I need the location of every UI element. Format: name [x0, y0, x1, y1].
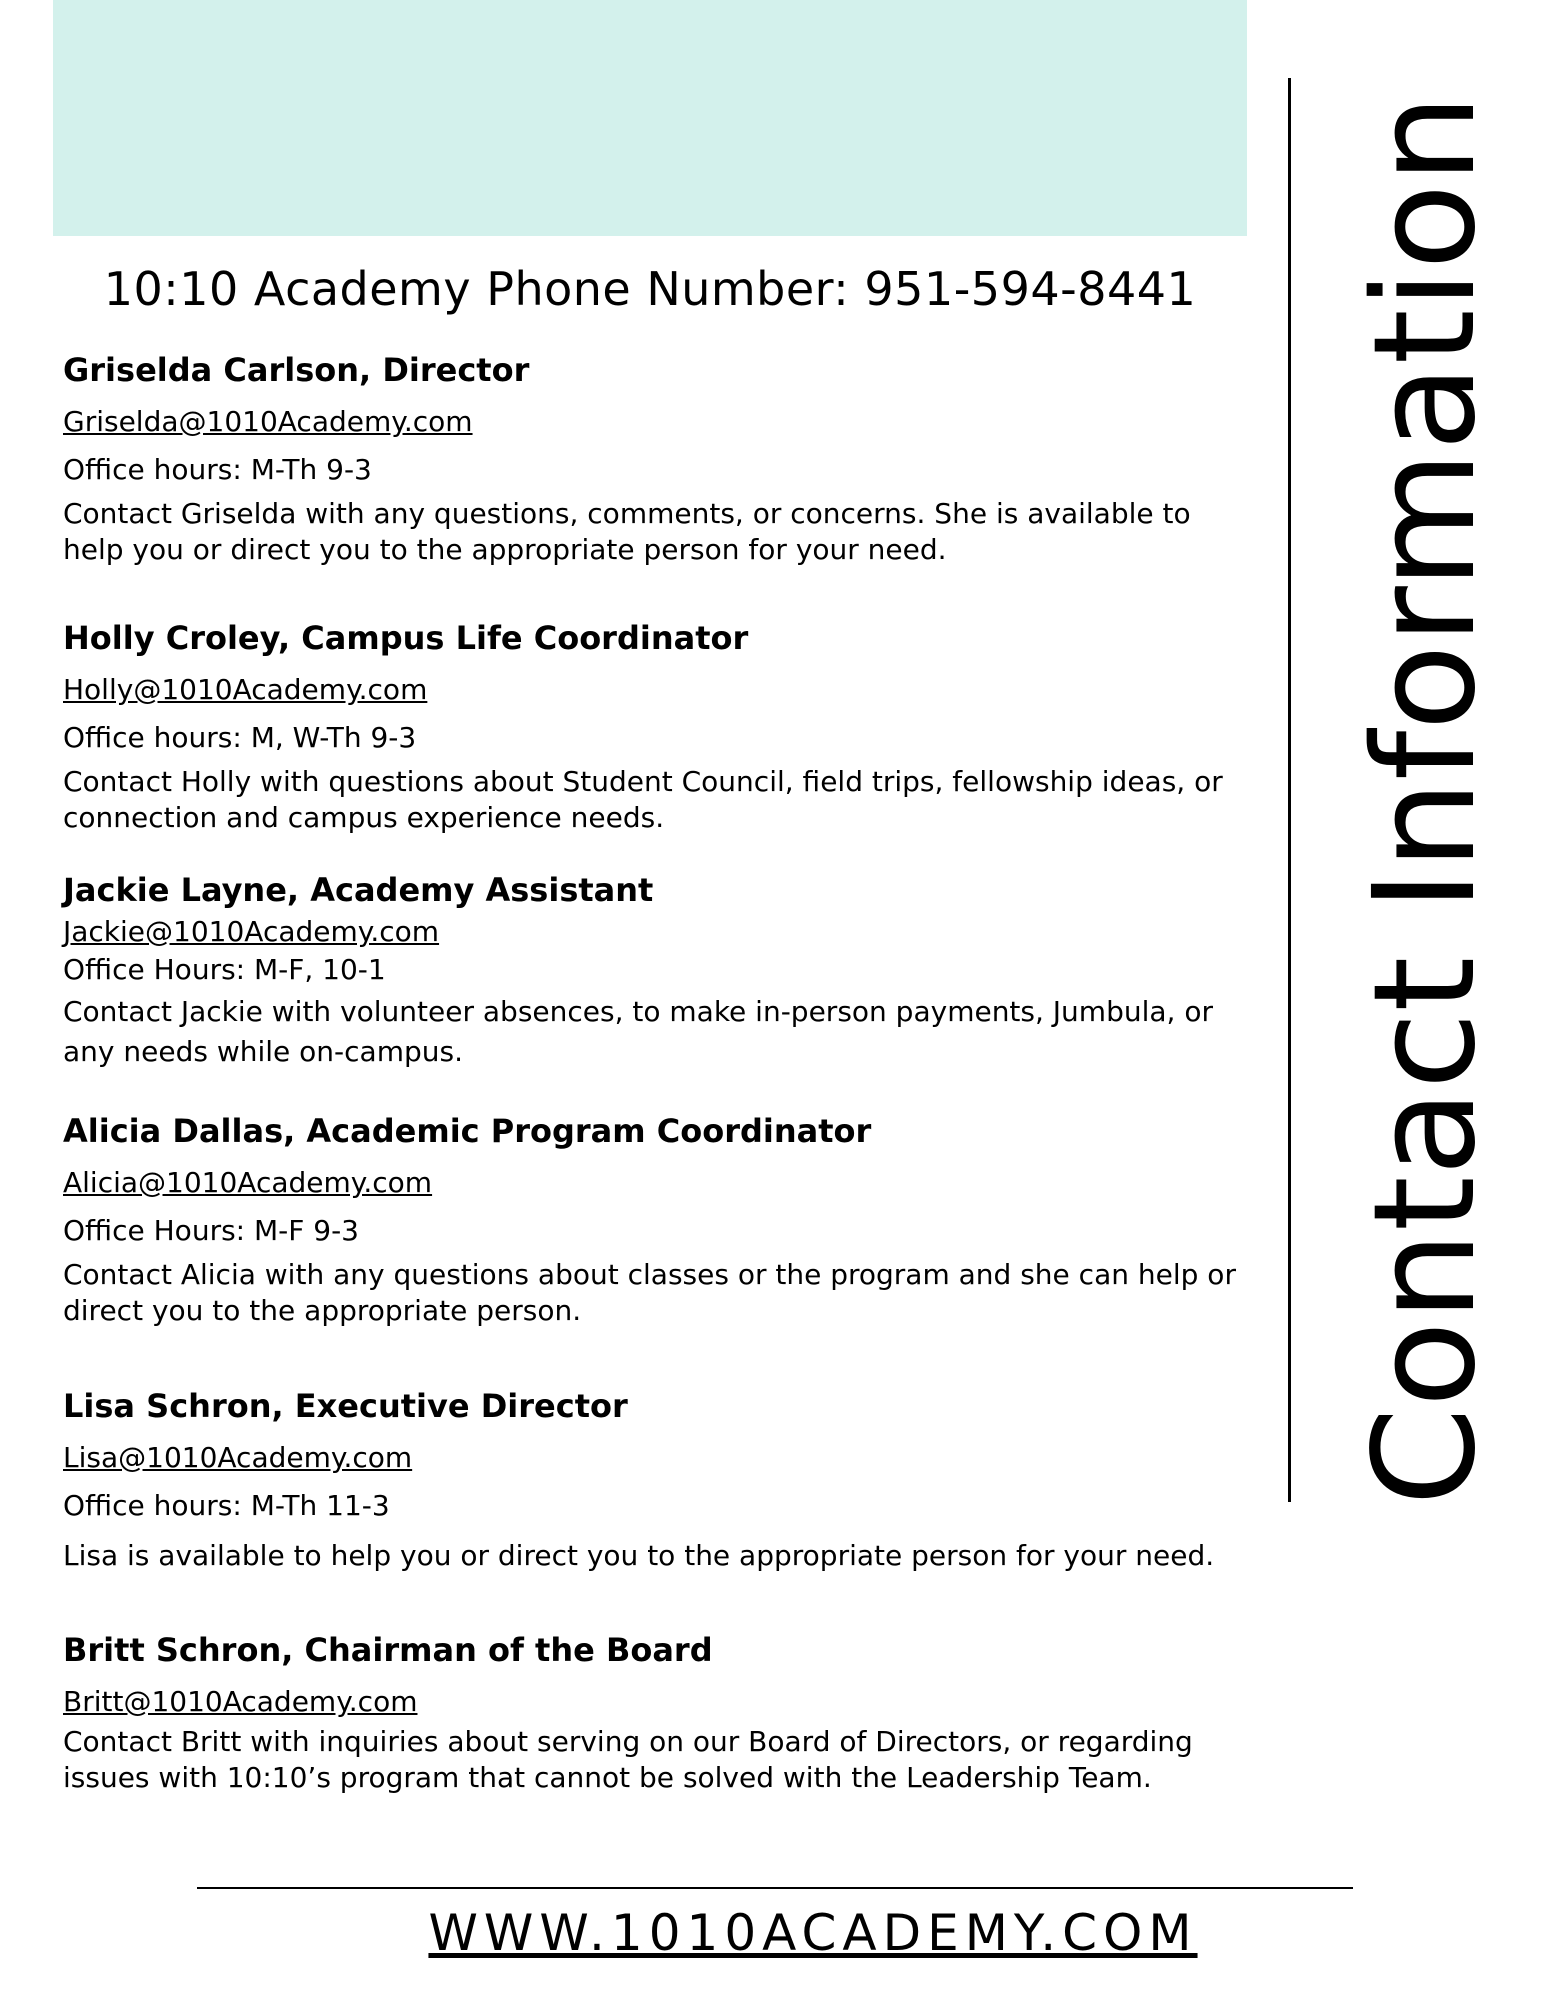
contact-holly: [63, 618, 1253, 836]
contact-email-link[interactable]: Griselda@1010Academy.com: [63, 405, 473, 438]
contact-name: Britt Schron, Chairman of the Board: [63, 1631, 713, 1669]
contact-lisa: [63, 1386, 1253, 1574]
side-title-svg: [1344, 86, 1507, 1506]
header-band: [53, 0, 1247, 236]
contact-description: Contact Britt with inquiries about serving on our Board of Directors, or regarding issues with 10:10’s program that cannot be solved with the Leadership Team.: [63, 1725, 1193, 1794]
contact-description: Contact Jackie with volunteer absences, to make in-person payments, Jumbula, or any needs while on-campus.: [63, 995, 1213, 1068]
contact-office-hours: Office hours: M-Th 11-3: [63, 1489, 390, 1522]
contact-description: Lisa is available to help you or direct you to the appropriate person for your need.: [63, 1539, 1215, 1572]
contact-britt: [63, 1630, 1253, 1796]
contact-office-hours: Office Hours: M-F, 10-1: [63, 953, 386, 986]
academy-phone-line: 10:10 Academy Phone Number: 951-594-8441: [103, 262, 1197, 316]
contact-email-link[interactable]: Alicia@1010Academy.com: [63, 1166, 433, 1199]
contact-office-hours: Office hours: M-Th 9-3: [63, 453, 372, 486]
side-title: [1344, 86, 1507, 1506]
contact-description: Contact Holly with questions about Student Council, field trips, fellowship ideas, or connection and campus experience needs.: [63, 765, 1223, 834]
contact-name: Holly Croley, Campus Life Coordinator: [63, 619, 749, 657]
contact-name: Alicia Dallas, Academic Program Coordinator: [63, 1112, 872, 1150]
contact-email-link[interactable]: Britt@1010Academy.com: [63, 1685, 418, 1718]
contact-name: Lisa Schron, Executive Director: [63, 1387, 628, 1425]
contact-alicia: [63, 1111, 1253, 1329]
contact-office-hours: Office hours: M, W-Th 9-3: [63, 721, 417, 754]
website-link[interactable]: WWW.1010ACADEMY.COM: [428, 1904, 1198, 1962]
contact-name: Jackie Layne, Academy Assistant: [63, 871, 654, 909]
contact-griselda: [63, 350, 1253, 568]
footer-divider: [197, 1887, 1353, 1889]
contact-description: Contact Alicia with any questions about classes or the program and she can help or direct you to the appropriate person.: [63, 1258, 1236, 1327]
contact-description: Contact Griselda with any questions, comments, or concerns. She is available to help you or direct you to the appropriate person for your need.: [63, 497, 1191, 566]
contact-office-hours: Office Hours: M-F 9-3: [63, 1214, 359, 1247]
contact-email-link[interactable]: Lisa@1010Academy.com: [63, 1441, 413, 1474]
side-title-text: Contact Information: [1344, 106, 1507, 1506]
contact-name: Griselda Carlson, Director: [63, 351, 530, 389]
contact-jackie: [63, 870, 1253, 1072]
vertical-divider: [1288, 78, 1291, 1502]
contact-email-link[interactable]: Jackie@1010Academy.com: [63, 915, 440, 948]
contact-email-link[interactable]: Holly@1010Academy.com: [63, 673, 428, 706]
